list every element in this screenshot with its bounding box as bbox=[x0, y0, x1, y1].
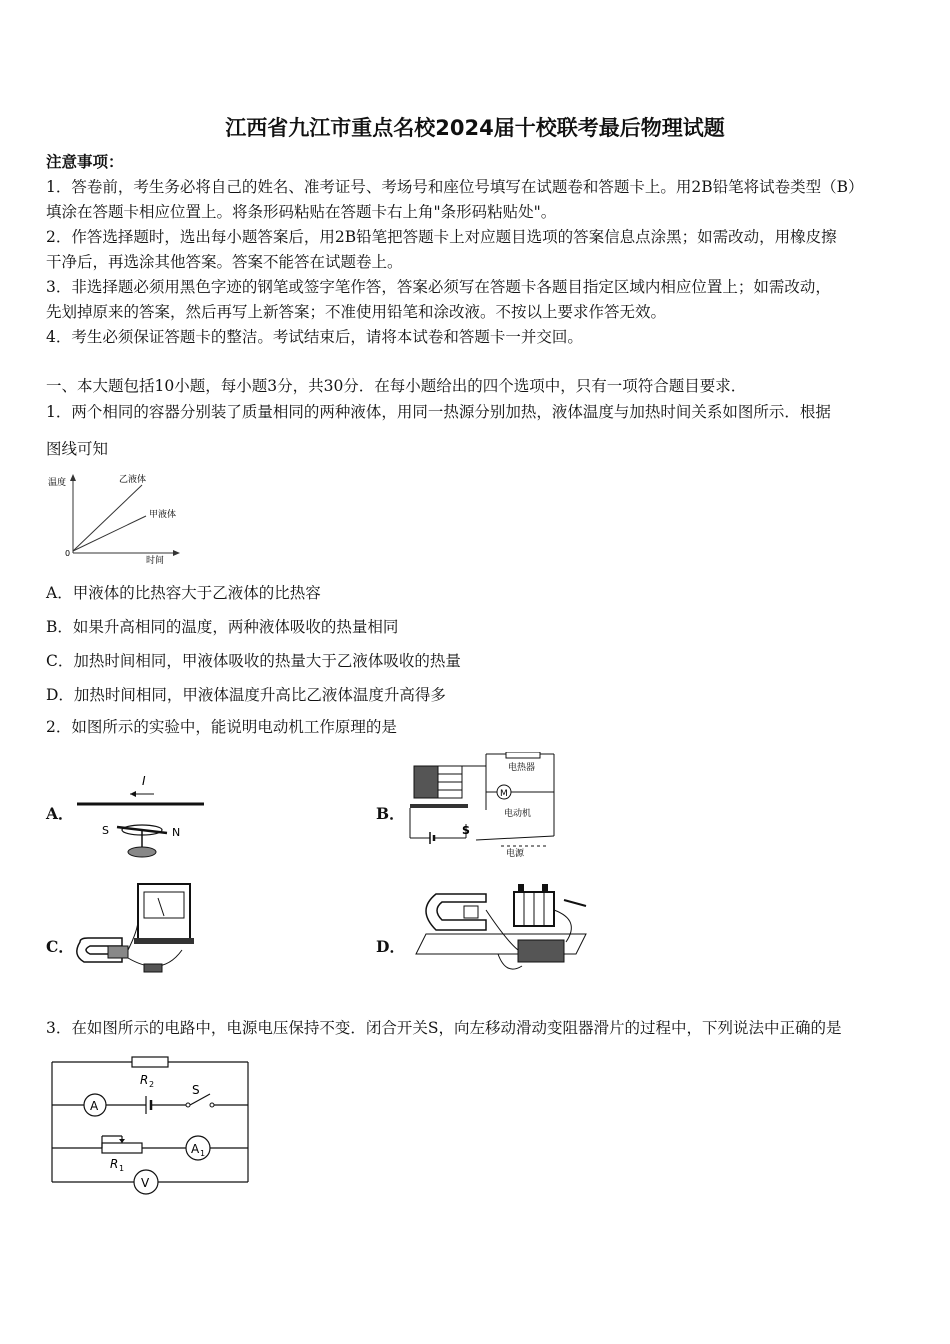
q2-figure-d-motor bbox=[406, 880, 596, 980]
svg-text:S: S bbox=[462, 824, 470, 837]
graph-xlabel: 时间 bbox=[146, 556, 165, 566]
q2-figure-a-oersted bbox=[72, 770, 212, 865]
q1-option-b: B．如果升高相同的温度，两种液体吸收的热量相同 bbox=[46, 618, 399, 636]
q2-stem: 2．如图所示的实验中，能说明电动机工作原理的是 bbox=[46, 718, 397, 736]
notice-line: 4．考生必须保证答题卡的整洁。考试结束后，请将本试卷和答题卡一并交回。 bbox=[46, 328, 583, 346]
section-heading: 一、本大题包括10小题，每小题3分，共30分．在每小题给出的四个选项中，只有一项符合题目要求． bbox=[46, 377, 747, 395]
ammeter-label: A bbox=[90, 1099, 99, 1113]
q3-circuit-diagram bbox=[46, 1050, 256, 1200]
q2-figure-c-generator bbox=[72, 880, 202, 980]
notice-line: 3．非选择题必须用黑色字迹的钢笔或签字笔作答，答案必须写在答题卡各题目指定区域内相应位置上；如需改动， bbox=[46, 278, 831, 296]
graph-ylabel: 温度 bbox=[48, 478, 67, 488]
switch-label: S bbox=[192, 1083, 200, 1097]
r2-label: R bbox=[140, 1073, 149, 1087]
notice-line: 填涂在答题卡相应位置上。将条形码粘贴在答题卡右上角"条形码粘贴处"。 bbox=[46, 203, 557, 221]
motor-symbol: M bbox=[500, 789, 508, 799]
voltmeter-label: V bbox=[141, 1176, 150, 1190]
notice-line: 2．作答选择题时，选出每小题答案后，用2B铅笔把答题卡上对应题目选项的答案信息点涂黑；如需改动，用橡皮擦 bbox=[46, 228, 837, 246]
r2-subscript: 2 bbox=[149, 1080, 155, 1089]
q2-label-c: C． bbox=[46, 937, 74, 956]
pole-n-label: N bbox=[172, 826, 181, 839]
q1-stem: 图线可知 bbox=[46, 440, 109, 458]
notice-line: 1．答卷前，考生务必将自己的姓名、准考证号、考场号和座位号填写在试题卷和答题卡上。用2B铅笔将试卷类型（B） bbox=[46, 178, 864, 196]
notice-line: 干净后，再选涂其他答案。答案不能答在试题卷上。 bbox=[46, 253, 403, 271]
graph-origin: 0 bbox=[65, 549, 71, 558]
ammeter1-subscript: 1 bbox=[200, 1149, 206, 1158]
q2-figure-b-relay bbox=[406, 752, 566, 862]
q1-option-d: D．加热时间相同，甲液体温度升高比乙液体温度升高得多 bbox=[46, 686, 446, 704]
page-title: 江西省九江市重点名校2024届十校联考最后物理试题 bbox=[225, 116, 725, 140]
q2-label-a: A． bbox=[46, 804, 74, 823]
current-label: I bbox=[142, 774, 146, 788]
notice-line: 先划掉原来的答案，然后再写上新答案；不准使用铅笔和涂改液。不按以上要求作答无效。 bbox=[46, 303, 667, 321]
q2-label-d: D． bbox=[376, 937, 405, 956]
heater-label: 电热器 bbox=[508, 763, 536, 773]
notice-heading: 注意事项： bbox=[46, 152, 124, 171]
q1-stem: 1．两个相同的容器分别装了质量相同的两种液体，用同一热源分别加热，液体温度与加热时间关系如图所示．根据 bbox=[46, 403, 831, 421]
q1-option-c: C．加热时间相同，甲液体吸收的热量大于乙液体吸收的热量 bbox=[46, 652, 461, 670]
q2-label-b: B． bbox=[376, 804, 405, 823]
source-label: 电源 bbox=[506, 849, 525, 859]
motor-label: 电动机 bbox=[504, 809, 532, 819]
q3-stem: 3．在如图所示的电路中，电源电压保持不变．闭合开关S，向左移动滑动变阻器滑片的过程中，下列说法中正确的是 bbox=[46, 1019, 842, 1037]
q1-option-a: A．甲液体的比热容大于乙液体的比热容 bbox=[46, 584, 321, 602]
graph-line-label: 乙液体 bbox=[119, 475, 147, 485]
r1-label: R bbox=[110, 1157, 119, 1171]
r1-subscript: 1 bbox=[119, 1164, 125, 1173]
q1-temperature-graph bbox=[46, 468, 196, 568]
graph-line-label: 甲液体 bbox=[149, 510, 177, 520]
ammeter1-label: A bbox=[191, 1142, 200, 1156]
pole-s-label: S bbox=[102, 824, 109, 837]
